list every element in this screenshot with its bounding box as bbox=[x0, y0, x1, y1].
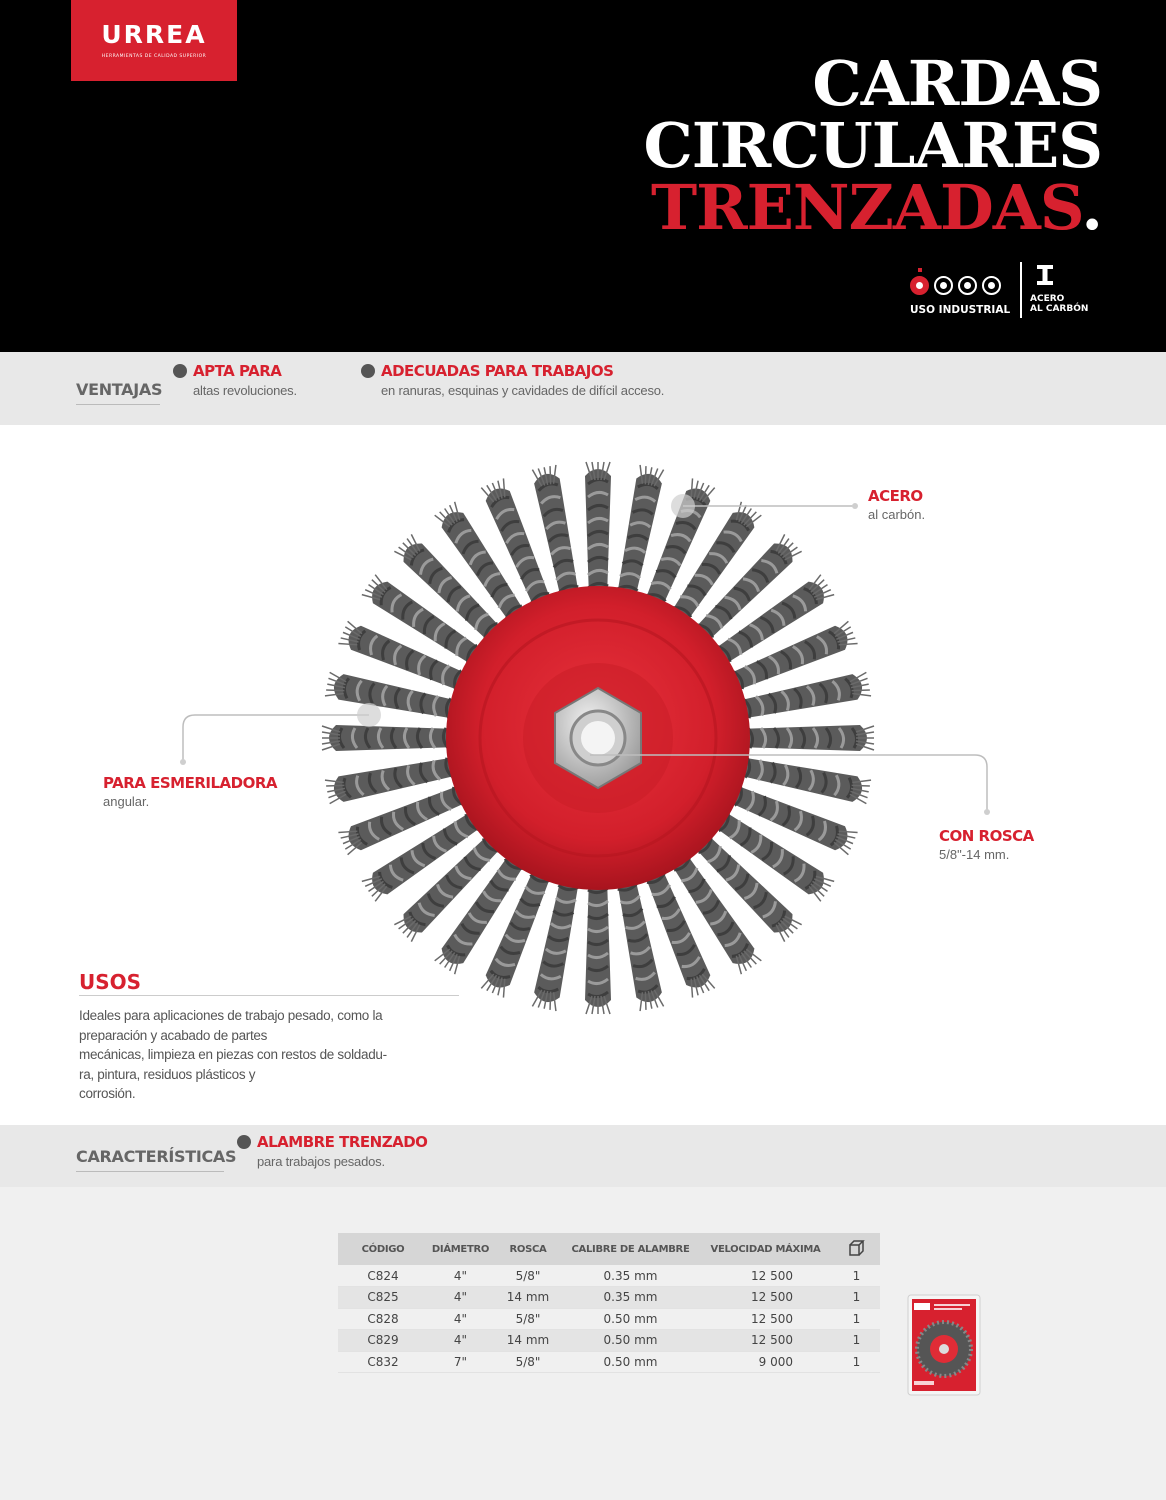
title-dot: . bbox=[1081, 171, 1102, 244]
table-row bbox=[338, 1330, 880, 1352]
callout-esmeriladora-title: PARA ESMERILADORA bbox=[103, 774, 277, 792]
table-header-row bbox=[338, 1233, 880, 1265]
cell-rosca: 14 mm bbox=[493, 1287, 563, 1309]
cell-codigo: C828 bbox=[338, 1308, 428, 1330]
cell-piezas: 1 bbox=[833, 1308, 880, 1330]
logo-tagline: HERRAMIENTAS DE CALIDAD SUPERIOR bbox=[101, 54, 207, 59]
material-line-1: ACERO bbox=[1030, 294, 1065, 304]
callout-acero-text: al carbón. bbox=[868, 507, 926, 522]
bullet-icon bbox=[361, 364, 375, 378]
product-package-image bbox=[906, 1293, 982, 1397]
ventajas-label bbox=[76, 380, 162, 399]
ventaja-title: ADECUADAS PARA TRABAJOS bbox=[381, 362, 614, 380]
usos-line: Ideales para aplicaciones de trabajo pesado, como la bbox=[79, 1008, 383, 1023]
caracteristicas-label bbox=[76, 1147, 236, 1166]
cell-codigo: C825 bbox=[338, 1287, 428, 1309]
col-header: DIÁMETRO bbox=[428, 1233, 493, 1265]
material-line-2: AL CARBÓN bbox=[1030, 304, 1089, 314]
ventaja-text: altas revoluciones. bbox=[193, 383, 297, 398]
usos-title: USOS bbox=[79, 970, 142, 994]
cell-rosca: 5/8" bbox=[493, 1351, 563, 1373]
cell-rosca: 5/8" bbox=[493, 1265, 563, 1287]
ventajas-label-text: VENTAJAS bbox=[76, 380, 163, 399]
caracteristica-title: ALAMBRE TRENZADO bbox=[257, 1133, 428, 1151]
cell-calibre: 0.50 mm bbox=[563, 1308, 698, 1330]
usos-line: preparación y acabado de partes bbox=[79, 1027, 268, 1043]
usos-line: mecánicas, limpieza en piezas con restos de soldadu- bbox=[79, 1047, 387, 1062]
cell-velocidad: 12 500 bbox=[698, 1287, 833, 1309]
table-row bbox=[338, 1308, 880, 1330]
title-line-1: CARDAS bbox=[812, 47, 1102, 120]
wire-wheel-image bbox=[300, 440, 900, 1030]
col-header: CALIBRE DE ALAMBRE bbox=[563, 1233, 698, 1265]
usos-divider bbox=[79, 995, 459, 996]
usage-level-icon bbox=[958, 276, 977, 295]
callout-esmeriladora-text: angular. bbox=[103, 794, 150, 809]
cell-velocidad: 12 500 bbox=[698, 1308, 833, 1330]
cell-calibre: 0.35 mm bbox=[563, 1265, 698, 1287]
brand-logo bbox=[71, 0, 237, 81]
callout-acero-title: ACERO bbox=[868, 487, 923, 505]
cell-piezas: 1 bbox=[833, 1287, 880, 1309]
badge-divider bbox=[1020, 262, 1022, 318]
callout-rosca-title: CON ROSCA bbox=[939, 827, 1034, 845]
callout-rosca-text: 5/8"-14 mm. bbox=[939, 847, 1010, 862]
ventajas-band bbox=[0, 352, 1166, 425]
usage-level-icon bbox=[982, 276, 1001, 295]
material-label bbox=[1030, 294, 1088, 314]
cell-codigo: C832 bbox=[338, 1351, 428, 1373]
cell-velocidad: 9 000 bbox=[698, 1351, 833, 1373]
specs-table bbox=[338, 1233, 880, 1373]
col-header: ROSCA bbox=[493, 1233, 563, 1265]
caracteristica-text: para trabajos pesados. bbox=[257, 1154, 385, 1169]
caracteristicas-band bbox=[0, 1125, 1166, 1187]
level-marker-icon bbox=[918, 268, 922, 272]
cell-codigo: C824 bbox=[338, 1265, 428, 1287]
cell-velocidad: 12 500 bbox=[698, 1330, 833, 1352]
title-line-3 bbox=[651, 171, 1102, 244]
bullet-icon bbox=[237, 1135, 251, 1149]
table-row bbox=[338, 1351, 880, 1373]
ventaja-text: en ranuras, esquinas y cavidades de difícil acceso. bbox=[381, 383, 665, 398]
usos-line: corrosión. bbox=[79, 1086, 136, 1101]
table-row bbox=[338, 1265, 880, 1287]
col-header-package bbox=[833, 1233, 880, 1265]
cell-rosca: 14 mm bbox=[493, 1330, 563, 1352]
title-line-2: CIRCULARES bbox=[643, 109, 1102, 182]
usos-line: ra, pintura, residuos plásticos y bbox=[79, 1066, 256, 1082]
cell-piezas: 1 bbox=[833, 1330, 880, 1352]
cell-velocidad: 12 500 bbox=[698, 1265, 833, 1287]
usos-description bbox=[79, 1006, 449, 1104]
i-beam-icon bbox=[1034, 264, 1056, 286]
usage-level-icon bbox=[934, 276, 953, 295]
cell-diametro: 4" bbox=[428, 1330, 493, 1352]
header-banner bbox=[0, 0, 1166, 352]
cell-rosca: 5/8" bbox=[493, 1308, 563, 1330]
box-icon bbox=[847, 1238, 867, 1258]
usage-label: USO INDUSTRIAL bbox=[910, 304, 1011, 316]
col-header: CÓDIGO bbox=[338, 1233, 428, 1265]
cell-diametro: 7" bbox=[428, 1351, 493, 1373]
cell-calibre: 0.50 mm bbox=[563, 1330, 698, 1352]
ventaja-title: APTA PARA bbox=[193, 362, 282, 380]
bullet-icon bbox=[173, 364, 187, 378]
cell-codigo: C829 bbox=[338, 1330, 428, 1352]
cell-diametro: 4" bbox=[428, 1308, 493, 1330]
logo-wordmark: URREA bbox=[101, 20, 207, 49]
cell-diametro: 4" bbox=[428, 1287, 493, 1309]
cell-calibre: 0.50 mm bbox=[563, 1351, 698, 1373]
caracteristicas-label-text: CARACTERÍSTICAS bbox=[76, 1147, 237, 1166]
title-line-3-text: TRENZADAS bbox=[651, 171, 1082, 244]
col-header: VELOCIDAD MÁXIMA bbox=[698, 1233, 833, 1265]
cell-calibre: 0.35 mm bbox=[563, 1287, 698, 1309]
cell-piezas: 1 bbox=[833, 1351, 880, 1373]
usage-level-icon bbox=[910, 276, 929, 295]
table-row bbox=[338, 1287, 880, 1309]
cell-piezas: 1 bbox=[833, 1265, 880, 1287]
cell-diametro: 4" bbox=[428, 1265, 493, 1287]
